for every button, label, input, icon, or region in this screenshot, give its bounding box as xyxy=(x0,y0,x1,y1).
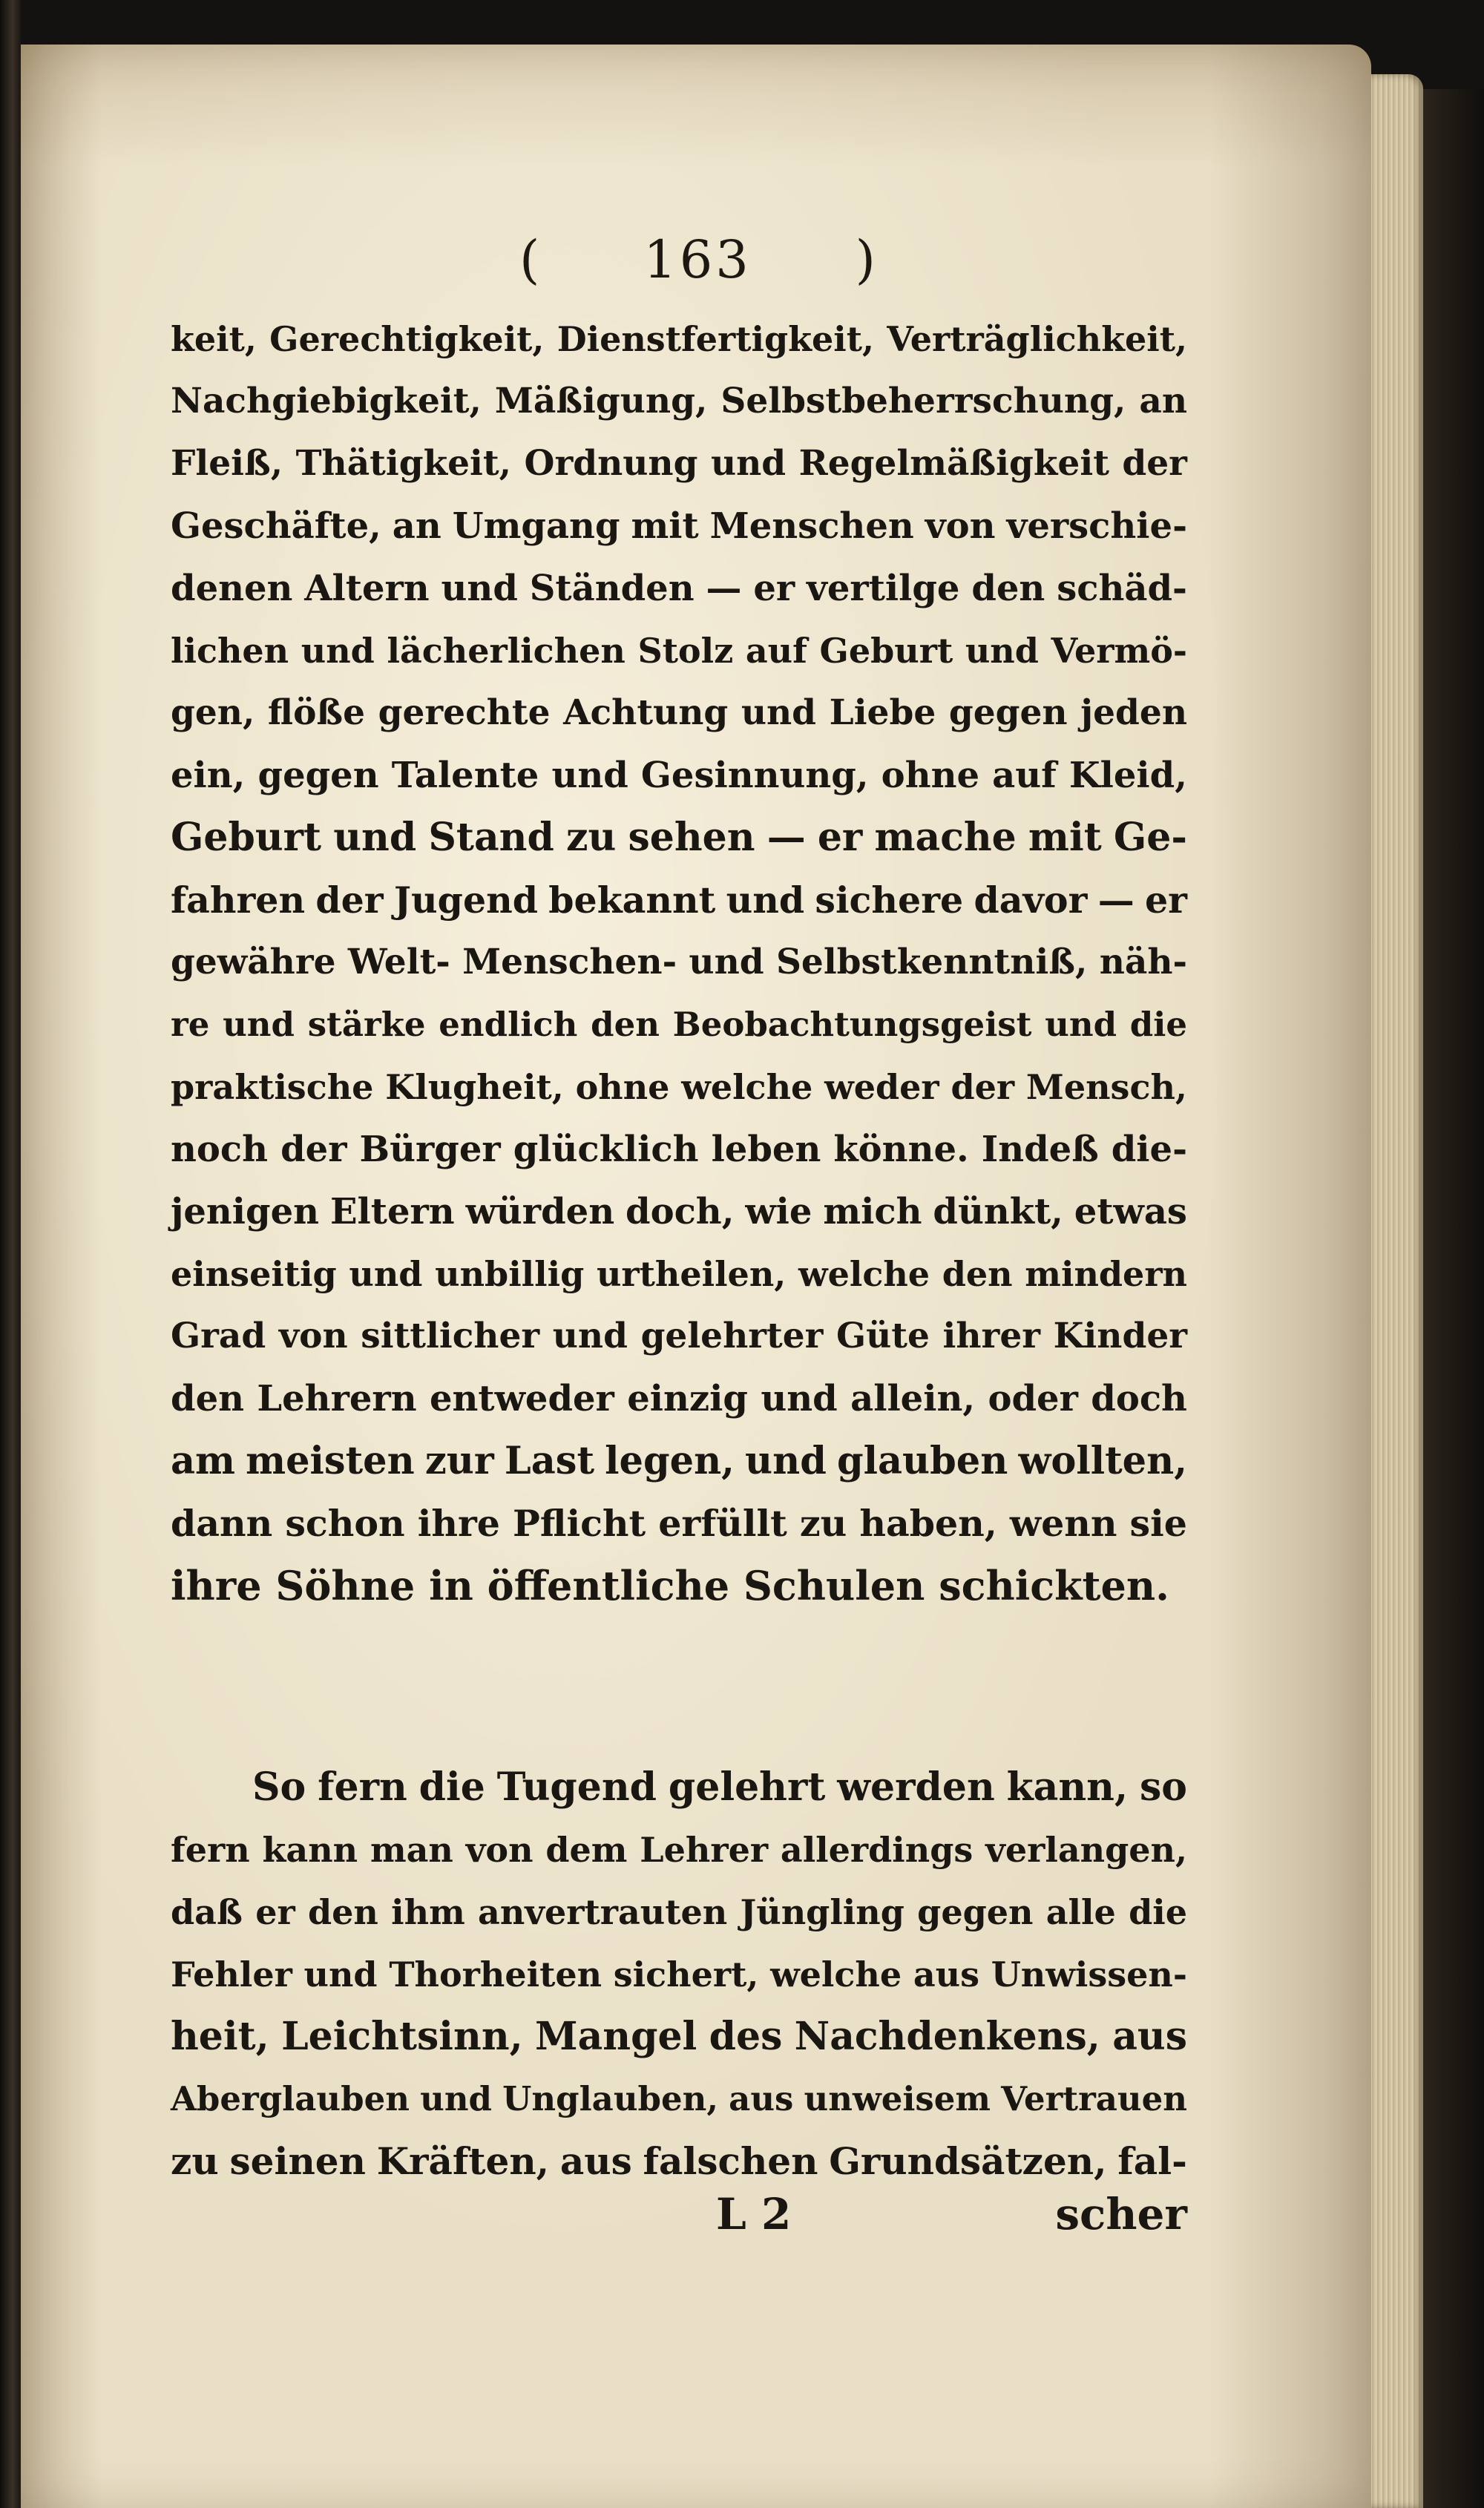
text-line xyxy=(171,1943,1187,2006)
word: daß xyxy=(171,1892,243,1932)
word: Geburt xyxy=(171,815,322,860)
word: dem xyxy=(545,1830,628,1870)
word: legen, xyxy=(605,1439,735,1483)
word: oder xyxy=(988,1378,1078,1419)
word: schäd- xyxy=(1057,568,1187,609)
word: weder xyxy=(824,1067,939,1107)
word: — xyxy=(706,568,742,609)
word: Fleiß, xyxy=(171,443,283,484)
word: und xyxy=(761,1378,838,1419)
text-line xyxy=(171,744,1187,807)
word: aus xyxy=(729,2079,794,2118)
word: ihre xyxy=(417,1502,500,1545)
text-line xyxy=(171,931,1187,994)
word: doch xyxy=(1091,1378,1187,1419)
word: und xyxy=(726,879,805,922)
header-paren-close: ) xyxy=(855,229,876,290)
word: Nachdenkens, xyxy=(794,2014,1100,2059)
word: heit, xyxy=(171,2014,269,2059)
word: sittlicher xyxy=(361,1316,540,1356)
word: Welt- xyxy=(347,942,450,982)
text-line xyxy=(171,620,1187,682)
word: Kinder xyxy=(1053,1316,1187,1356)
word: Liebe xyxy=(829,692,936,733)
word: entweder xyxy=(429,1378,614,1419)
word: vertilge xyxy=(807,568,960,609)
word: kann xyxy=(262,1830,358,1870)
word: falschen xyxy=(643,2139,818,2183)
text-line xyxy=(171,1430,1187,1492)
word: Grundsätzen, xyxy=(829,2139,1107,2183)
word: Lehrer xyxy=(640,1830,769,1870)
page-body xyxy=(171,308,1187,2193)
word: Geburt xyxy=(819,631,953,671)
word: Mäßigung, xyxy=(494,381,708,421)
word: Dienstfertigkeit, xyxy=(556,319,875,359)
word: Geschäfte, xyxy=(171,505,381,547)
word: verschie- xyxy=(1006,505,1187,547)
word: Ordnung xyxy=(524,443,698,484)
page-header xyxy=(519,223,876,297)
word: Ge- xyxy=(1113,815,1187,860)
word: praktische xyxy=(171,1067,374,1107)
text-line xyxy=(171,869,1187,931)
word: Unglauben, xyxy=(502,2079,719,2118)
word: so xyxy=(1139,1765,1187,1810)
text-line xyxy=(171,2068,1187,2130)
word: die- xyxy=(1111,1129,1187,1170)
word: welche xyxy=(798,1254,930,1294)
word: würden xyxy=(465,1191,615,1232)
word: von xyxy=(465,1830,533,1870)
word: Aberglauben xyxy=(171,2079,410,2118)
word: gegen xyxy=(257,755,379,796)
word: sichere xyxy=(815,879,964,922)
word: Unwissen- xyxy=(991,1954,1187,1995)
word: urtheilen, xyxy=(596,1254,787,1294)
word: des xyxy=(709,2014,783,2059)
text-line xyxy=(171,433,1187,495)
text-line xyxy=(171,807,1187,869)
header-paren-open: ( xyxy=(519,229,540,290)
word: die xyxy=(1129,1892,1187,1932)
word: Jugend xyxy=(393,879,539,922)
text-line xyxy=(171,1819,1187,1881)
word: So xyxy=(252,1765,306,1810)
word: und xyxy=(349,1254,423,1294)
word: an xyxy=(1139,381,1187,421)
word: Lehrern xyxy=(257,1378,417,1419)
word: denen xyxy=(171,568,293,609)
word: erfüllt xyxy=(658,1502,787,1545)
word: zu xyxy=(171,2139,219,2183)
signature-mark: L 2 xyxy=(716,2189,792,2239)
text-line xyxy=(171,308,1187,370)
word: Fehler xyxy=(171,1954,292,1995)
word: Menschen- xyxy=(462,942,677,982)
word: fern xyxy=(318,1765,407,1810)
word: lichen xyxy=(171,631,289,671)
word: Indeß xyxy=(981,1129,1099,1170)
word: allerdings xyxy=(780,1830,974,1870)
word: Grad xyxy=(171,1316,266,1356)
word: davor xyxy=(974,879,1088,922)
word: gewähre xyxy=(171,942,336,982)
word: glücklich xyxy=(513,1129,699,1170)
word: Klugheit, xyxy=(385,1067,564,1107)
word: man xyxy=(370,1830,453,1870)
word: und xyxy=(333,815,417,860)
word: alle xyxy=(1045,1892,1116,1932)
word: könne. xyxy=(833,1129,969,1170)
text-line xyxy=(171,557,1187,620)
word: und xyxy=(420,2079,493,2118)
word: leben xyxy=(711,1129,821,1170)
word: den xyxy=(171,1378,244,1419)
word: mit xyxy=(1028,815,1102,860)
word: flöße xyxy=(267,692,366,733)
word: und xyxy=(551,755,628,796)
word: Kräften, xyxy=(376,2139,550,2183)
word: zu xyxy=(565,815,617,860)
word: er xyxy=(753,568,795,609)
word: glauben xyxy=(836,1439,1008,1483)
word: Achtung xyxy=(563,692,729,733)
text-line: ihre Söhne in öffentliche Schulen schickten. xyxy=(171,1562,1169,1609)
word: doch, xyxy=(626,1191,735,1232)
word: gelehrt xyxy=(668,1765,826,1810)
word: der xyxy=(951,1067,1015,1107)
word: Umgang xyxy=(452,505,620,547)
paragraph-1 xyxy=(171,308,1187,1617)
word: jenigen xyxy=(171,1191,320,1232)
word: Talente xyxy=(391,755,539,796)
word: Beobachtungsgeist xyxy=(672,1005,1032,1044)
word: und xyxy=(441,568,518,609)
text-line xyxy=(171,994,1187,1056)
word: und xyxy=(552,1316,628,1356)
word: Vertrauen xyxy=(1001,2079,1187,2118)
word: mindern xyxy=(1025,1254,1187,1294)
word: Stolz xyxy=(637,631,734,671)
text-line xyxy=(171,370,1187,433)
word: den xyxy=(308,1892,378,1932)
word: dann xyxy=(171,1502,273,1545)
word: der xyxy=(1122,443,1187,484)
word: fern xyxy=(171,1830,250,1870)
word: allein, xyxy=(850,1378,976,1419)
word: er xyxy=(817,815,863,860)
word: gelehrter xyxy=(640,1316,824,1356)
word: Mangel xyxy=(535,2014,697,2059)
word: zu xyxy=(799,1502,847,1545)
word: und xyxy=(303,1954,378,1995)
word: meisten xyxy=(246,1439,415,1483)
text-line xyxy=(171,1056,1187,1118)
word: der xyxy=(280,1129,347,1170)
word: lächerlichen xyxy=(387,631,626,671)
text-line xyxy=(171,495,1187,557)
word: er xyxy=(1144,879,1187,922)
page-footer xyxy=(171,2189,1187,2256)
word: und xyxy=(1045,1005,1117,1044)
word: Gerechtigkeit, xyxy=(269,319,545,359)
word: Ständen xyxy=(529,568,695,609)
page-edges xyxy=(1364,74,1423,2508)
word: und xyxy=(710,443,787,484)
word: werden xyxy=(837,1765,995,1810)
text-line xyxy=(171,1492,1187,1555)
text-line xyxy=(171,1881,1187,1943)
word: auf xyxy=(992,755,1057,796)
catchword: scher xyxy=(1055,2189,1187,2239)
word: Altern xyxy=(304,568,430,609)
word: gerechte xyxy=(378,692,551,733)
word: etwas xyxy=(1074,1191,1187,1232)
book-spine xyxy=(0,0,21,2508)
word: — xyxy=(1097,879,1135,922)
word: wie xyxy=(745,1191,812,1232)
word: keit, xyxy=(171,319,257,359)
word: einzig xyxy=(627,1378,748,1419)
word: Güte xyxy=(836,1316,930,1356)
word: sie xyxy=(1129,1502,1187,1545)
word: der xyxy=(315,879,384,922)
word: Thorheiten xyxy=(389,1954,603,1995)
word: re xyxy=(171,1005,210,1044)
word: an xyxy=(392,505,441,547)
text-line xyxy=(171,1181,1187,1243)
book-edge-shadow xyxy=(1423,89,1484,2508)
word: sehen xyxy=(628,815,755,860)
word: am xyxy=(171,1439,236,1483)
word: gegen xyxy=(948,692,1068,733)
word: Regelmäßigkeit xyxy=(798,443,1109,484)
word: Leichtsinn, xyxy=(281,2014,523,2059)
word: kann, xyxy=(1006,1765,1129,1810)
word: noch xyxy=(171,1129,269,1170)
word: zur xyxy=(424,1439,494,1483)
word: wenn xyxy=(1009,1502,1117,1545)
text-line xyxy=(171,1756,1187,1819)
word: Nachgiebigkeit, xyxy=(171,381,482,421)
word: den xyxy=(942,1254,1013,1294)
word: und xyxy=(223,1005,295,1044)
word: aus xyxy=(1112,2014,1187,2059)
text-line xyxy=(171,2006,1187,2068)
word: von xyxy=(925,505,996,547)
text-line xyxy=(171,1243,1187,1305)
word: und xyxy=(965,631,1039,671)
word: Stand xyxy=(428,815,554,860)
word: Menschen xyxy=(709,505,914,547)
word: jeden xyxy=(1080,692,1187,733)
word: und xyxy=(741,692,817,733)
word: ihrer xyxy=(942,1316,1040,1356)
text-line xyxy=(171,1368,1187,1430)
word: aus xyxy=(559,2139,632,2183)
word: ein, xyxy=(171,755,246,796)
word: Eltern xyxy=(329,1191,455,1232)
word: schon xyxy=(285,1502,405,1545)
word: und xyxy=(301,631,375,671)
word: fal- xyxy=(1117,2139,1187,2183)
word: Selbstbeherrschung, xyxy=(720,381,1126,421)
word: welche xyxy=(681,1067,813,1107)
word: von xyxy=(278,1316,348,1356)
word: fahren xyxy=(171,879,306,922)
word: endlich xyxy=(439,1005,578,1044)
word: Kleid, xyxy=(1068,755,1187,796)
word: unbillig xyxy=(435,1254,585,1294)
word: bekannt xyxy=(548,879,716,922)
word: — xyxy=(766,815,806,860)
word: Last xyxy=(504,1439,595,1483)
word: die xyxy=(1129,1005,1187,1044)
word: Vermö- xyxy=(1051,631,1187,671)
word: ihm xyxy=(391,1892,465,1932)
word: näh- xyxy=(1099,942,1187,982)
word: einseitig xyxy=(171,1254,337,1294)
word: ohne xyxy=(575,1067,670,1107)
text-line xyxy=(171,1118,1187,1181)
word: dünkt, xyxy=(933,1191,1063,1232)
text-line xyxy=(171,682,1187,744)
word: sichert, xyxy=(613,1954,759,1995)
word: ohne xyxy=(881,755,980,796)
word: mich xyxy=(823,1191,922,1232)
page-number: 163 xyxy=(643,229,752,290)
word: und xyxy=(745,1439,827,1483)
word: Jüngling xyxy=(740,1892,904,1932)
word: mache xyxy=(874,815,1017,860)
word: Thätigkeit, xyxy=(295,443,511,484)
word: Selbstkenntniß, xyxy=(775,942,1088,982)
paragraph-2 xyxy=(171,1756,1187,2193)
word: Pflicht xyxy=(513,1502,646,1545)
word: Gesinnung, xyxy=(640,755,869,796)
word: wollten, xyxy=(1018,1439,1187,1483)
word: die xyxy=(418,1765,485,1810)
word: haben, xyxy=(859,1502,997,1545)
word: Verträglichkeit, xyxy=(887,319,1187,359)
word: unweisem xyxy=(804,2079,991,2118)
word: und xyxy=(689,942,764,982)
word: welche xyxy=(770,1954,902,1995)
text-line xyxy=(171,1305,1187,1368)
word: anvertrauten xyxy=(478,1892,728,1932)
word: verlangen, xyxy=(985,1830,1187,1870)
text-line xyxy=(171,2130,1187,2193)
paragraph-gap xyxy=(171,1617,1187,1756)
word: aus xyxy=(913,1954,979,1995)
word: stärke xyxy=(307,1005,426,1044)
word: Mensch, xyxy=(1025,1067,1187,1107)
word: den xyxy=(591,1005,660,1044)
word: mit xyxy=(631,505,699,547)
word: er xyxy=(255,1892,295,1932)
word: Bürger xyxy=(359,1129,501,1170)
word: Tugend xyxy=(496,1765,657,1810)
word: gen, xyxy=(171,692,255,733)
word: den xyxy=(971,568,1045,609)
word: seinen xyxy=(229,2139,366,2183)
word: gegen xyxy=(917,1892,1034,1932)
word: auf xyxy=(745,631,807,671)
